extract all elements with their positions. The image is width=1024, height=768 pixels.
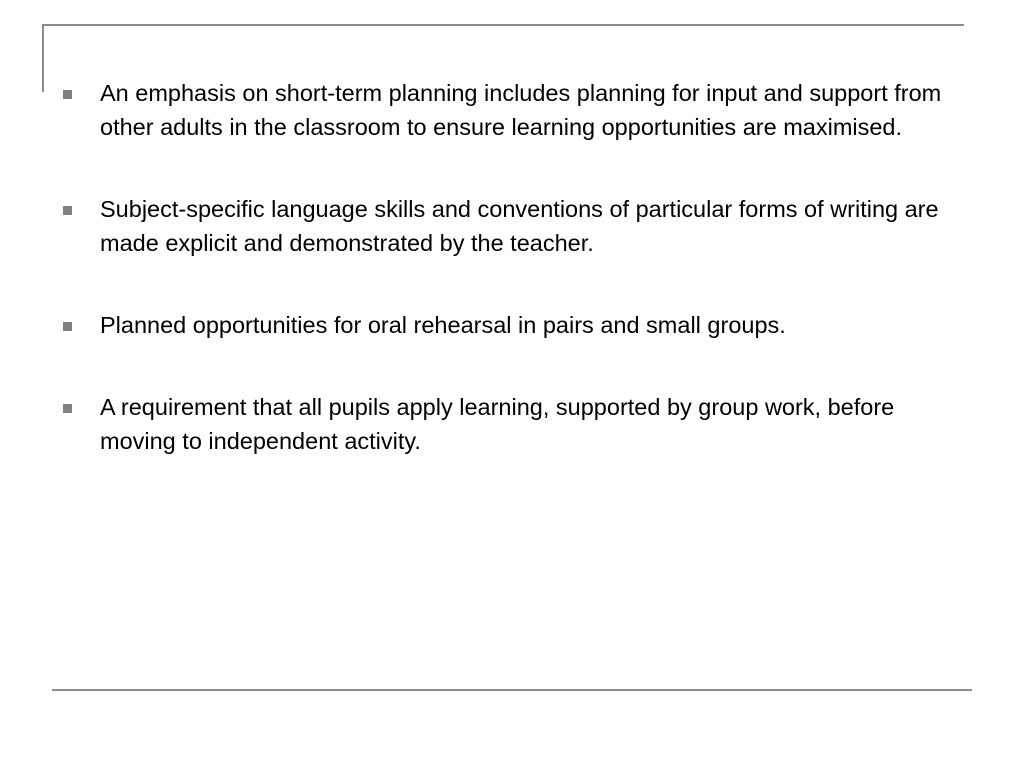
frame-top-line — [42, 24, 964, 26]
square-bullet-icon — [63, 206, 72, 215]
square-bullet-icon — [63, 90, 72, 99]
bullet-list — [62, 76, 962, 506]
square-bullet-icon — [63, 404, 72, 413]
square-bullet-icon — [63, 322, 72, 331]
bullet-text: Planned opportunities for oral rehearsal in pairs and small groups. — [100, 312, 786, 338]
frame-bottom-line — [52, 689, 972, 691]
bullet-text: An emphasis on short-term planning includes planning for input and support from other adults in the classroom to ensure learning opportunities are maximised. — [100, 80, 942, 140]
bullet-item — [62, 192, 962, 260]
bullet-item — [62, 308, 962, 342]
bullet-item — [62, 390, 962, 458]
frame-left-line — [42, 24, 44, 92]
bullet-text: A requirement that all pupils apply learning, supported by group work, before moving to independent activity. — [100, 394, 895, 454]
bullet-item — [62, 76, 962, 144]
bullet-text: Subject-specific language skills and conventions of particular forms of writing are made explicit and demonstrated by the teacher. — [100, 196, 939, 256]
